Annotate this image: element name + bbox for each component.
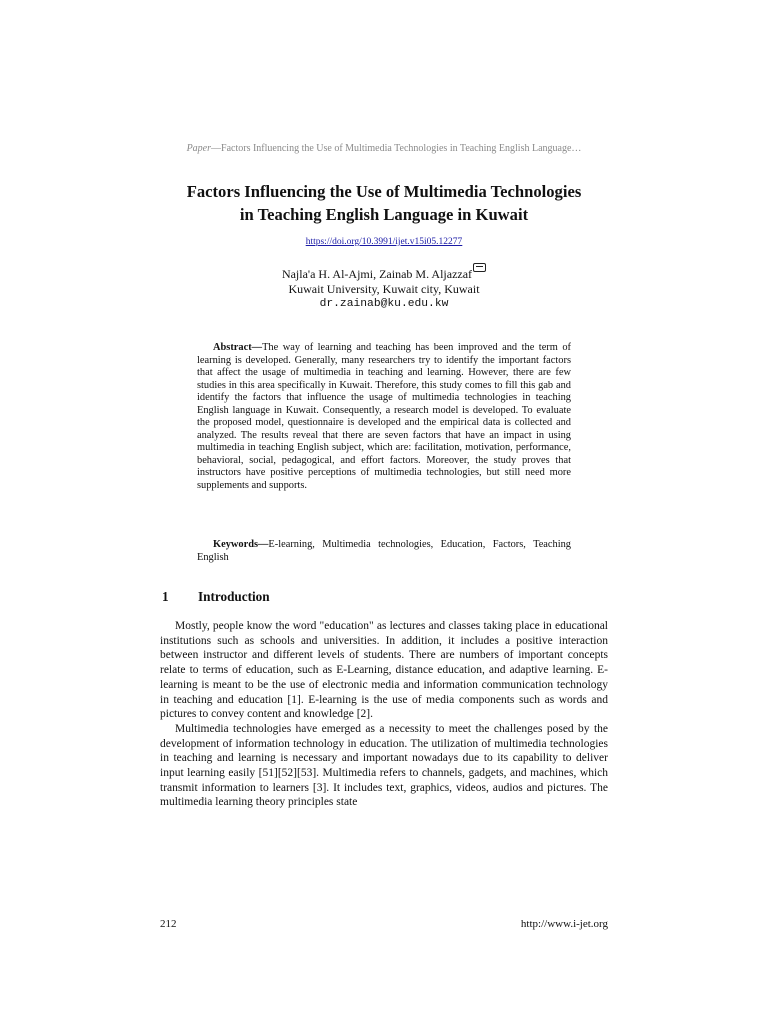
abstract bbox=[197, 342, 571, 492]
body-paragraph-1: Mostly, people know the word "education" as lectures and classes taking place in educational institutions such as schools and universities. In addition, it includes a positive interaction between instructor and different levels of students. There are numbers of important concepts relate to terms of education, such as E-Learning, distance education, and adaptive learning. E-learning is meant to be the use of electronic media and information communication technology in teaching and education [1]. E-learning is the use of media components such as words and pictures to convey content and knowledge [2]. bbox=[160, 620, 608, 721]
paper-title bbox=[100, 180, 668, 226]
section-heading bbox=[162, 589, 270, 605]
abstract-label: Abstract— bbox=[213, 342, 263, 353]
site-url[interactable]: http://www.i-jet.org bbox=[520, 918, 608, 930]
page-number: 212 bbox=[160, 918, 177, 930]
author-affiliation: Kuwait University, Kuwait city, Kuwait bbox=[288, 282, 480, 296]
keywords-label: Keywords— bbox=[213, 539, 269, 550]
body-paragraph-2: Multimedia technologies have emerged as a necessity to meet the challenges posed by the development of information technology in education. The utilization of multimedia technologies in teaching and learning is necessary and important nowadays due to its capability to deliver input learning easily [51][52][53]. Multimedia refers to channels, gadgets, and machines, which transmit information to learners [3]. It includes text, graphics, videos, audios and pictures. The multimedia learning theory principles state bbox=[160, 722, 608, 809]
running-header-label: Paper bbox=[186, 143, 212, 154]
running-header-text: —Factors Influencing the Use of Multimedia Technologies in Teaching English Language… bbox=[211, 143, 582, 154]
author-email[interactable]: dr.zainab@ku.edu.kw bbox=[319, 298, 449, 310]
abstract-text: The way of learning and teaching has been improved and the term of learning is developed. Generally, many researchers try to identify the important factors that affect the usage of multimedia in teaching and learning. However, there are few studies in this area specifically in Kuwait. Therefore, this study comes to fill this gab and identify the factors that influence the usage of multimedia technologies in teaching English language in Kuwait. Consequently, a research model is developed. To evaluate the proposed model, questionnaire is developed and the empirical data is collected and analyzed. The results reveal that there are seven factors that have an impact in using multimedia in teaching English subject, which are: facilitation, motivation, performance, behavioral, social, pedagogical, and effort factors. Moreover, the study proves that instructors have positive perceptions of multimedia technologies, but still need more supplements and supports. bbox=[197, 342, 571, 491]
doi-link[interactable]: https://doi.org/10.3991/ijet.v15i05.12277 bbox=[305, 237, 463, 247]
paper-title-line-1: Factors Influencing the Use of Multimedia Technologies bbox=[186, 182, 582, 201]
keywords-text: E-learning, Multimedia technologies, Education, Factors, Teaching English bbox=[197, 539, 571, 563]
mail-icon bbox=[473, 263, 486, 272]
paper-title-line-2: in Teaching English Language in Kuwait bbox=[239, 205, 529, 224]
keywords-paragraph bbox=[197, 539, 571, 564]
author-names-row bbox=[0, 263, 768, 282]
section-title: Introduction bbox=[198, 589, 270, 604]
running-header bbox=[0, 143, 768, 154]
author-names: Najla'a H. Al-Ajmi, Zainab M. Aljazzaf bbox=[281, 267, 473, 281]
keywords bbox=[197, 539, 571, 564]
section-number: 1 bbox=[162, 589, 169, 604]
author-block bbox=[0, 263, 768, 312]
abstract-paragraph bbox=[197, 342, 571, 492]
body-text bbox=[160, 619, 608, 810]
